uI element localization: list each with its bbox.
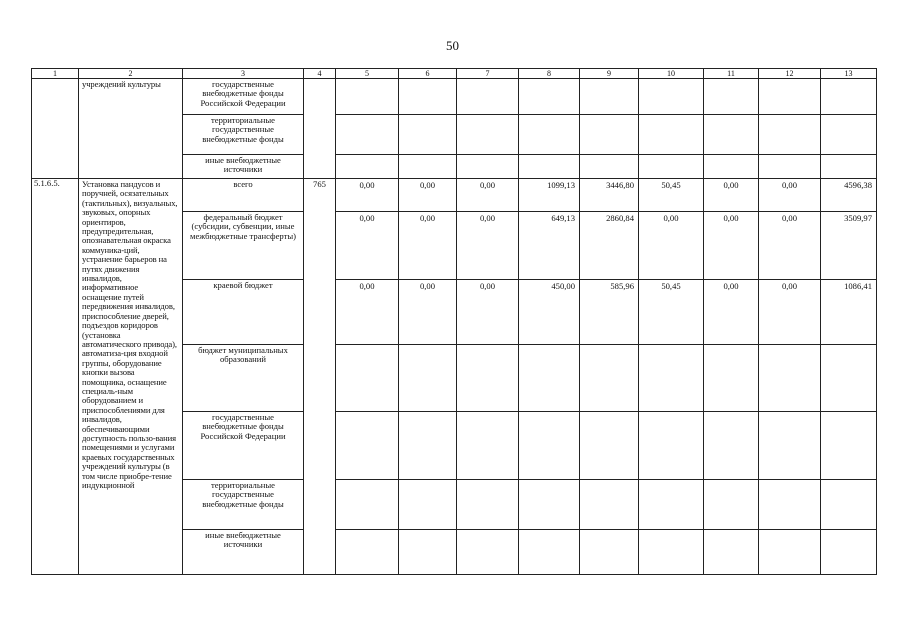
value-cell: 0,00 (759, 212, 821, 280)
value-cell: 0,00 (336, 179, 399, 212)
value-cell: 0,00 (457, 179, 519, 212)
item-code-cell (32, 79, 79, 179)
column-number: 10 (639, 69, 704, 79)
value-cell: 0,00 (457, 280, 519, 345)
value-cell: 0,00 (704, 212, 759, 280)
code-cell (304, 79, 336, 179)
value-cell: 0,00 (704, 280, 759, 345)
value-cell: 0,00 (399, 179, 457, 212)
funding-source-cell: краевой бюджет (183, 280, 304, 345)
column-number: 6 (399, 69, 457, 79)
column-number: 3 (183, 69, 304, 79)
funding-source-cell: иные внебюджетные источники (183, 155, 304, 179)
value-cell: 50,45 (639, 280, 704, 345)
column-number: 8 (519, 69, 580, 79)
item-description-cell: Установка пандусов и поручней, осязательных (тактильных), визуальных, звуковых, опорных ориентиров, предупредительная, опознавательная окраска коммуника-ций, устранение барьеров на путях движения инвалидов, информативное оснащение путей передвижения инвалидов, приспособление дверей, подъездов коридоров (установка автоматического привода), автоматиза-ция входной группы, оборудование кнопки вызова помощника, оснащение специаль-ным оборудованием и приспособлениями для инвалидов, обеспечивающими доступность пользо-вания помещениями и услугами краевых государственных учреждений культуры (в том числе приобре-тение индукционной (79, 179, 183, 575)
value-cell: 50,45 (639, 179, 704, 212)
column-number-row (32, 69, 877, 79)
value-cell: 1099,13 (519, 179, 580, 212)
column-number: 1 (32, 69, 79, 79)
column-number: 13 (821, 69, 877, 79)
funding-source-cell: государственные внебюджетные фонды Российской Федерации (183, 79, 304, 115)
value-cell: 2860,84 (580, 212, 639, 280)
value-cell: 4596,38 (821, 179, 877, 212)
column-number: 12 (759, 69, 821, 79)
item-name-cell: учреждений культуры (79, 79, 183, 179)
funding-source-cell: иные внебюджетные источники (183, 530, 304, 575)
column-number: 4 (304, 69, 336, 79)
page-number: 50 (446, 38, 459, 53)
value-cell: 0,00 (704, 179, 759, 212)
funding-source-cell: всего (183, 179, 304, 212)
code-cell: 765 (304, 179, 336, 575)
column-number: 5 (336, 69, 399, 79)
value-cell: 0,00 (759, 280, 821, 345)
funding-source-cell: территориальные государственные внебюджетные фонды (183, 480, 304, 530)
value-cell: 0,00 (336, 280, 399, 345)
table-row (32, 79, 877, 115)
funding-source-cell: федеральный бюджет (субсидии, субвенции, иные межбюджетные трансферты) (183, 212, 304, 280)
value-cell: 0,00 (759, 179, 821, 212)
funding-source-cell: территориальные государственные внебюджетные фонды (183, 115, 304, 155)
column-number: 11 (704, 69, 759, 79)
column-number: 9 (580, 69, 639, 79)
value-cell: 0,00 (639, 212, 704, 280)
column-number: 2 (79, 69, 183, 79)
value-cell: 450,00 (519, 280, 580, 345)
budget-table (31, 68, 877, 575)
column-number: 7 (457, 69, 519, 79)
funding-source-cell: государственные внебюджетные фонды Российской Федерации (183, 412, 304, 480)
value-cell: 585,96 (580, 280, 639, 345)
table-row (32, 179, 877, 212)
value-cell: 0,00 (399, 280, 457, 345)
value-cell: 0,00 (336, 212, 399, 280)
value-cell: 0,00 (399, 212, 457, 280)
value-cell: 3509,97 (821, 212, 877, 280)
value-cell: 1086,41 (821, 280, 877, 345)
funding-source-cell: бюджет муниципальных образований (183, 345, 304, 412)
value-cell: 3446,80 (580, 179, 639, 212)
item-code-cell: 5.1.6.5. (32, 179, 79, 575)
value-cell: 649,13 (519, 212, 580, 280)
value-cell: 0,00 (457, 212, 519, 280)
